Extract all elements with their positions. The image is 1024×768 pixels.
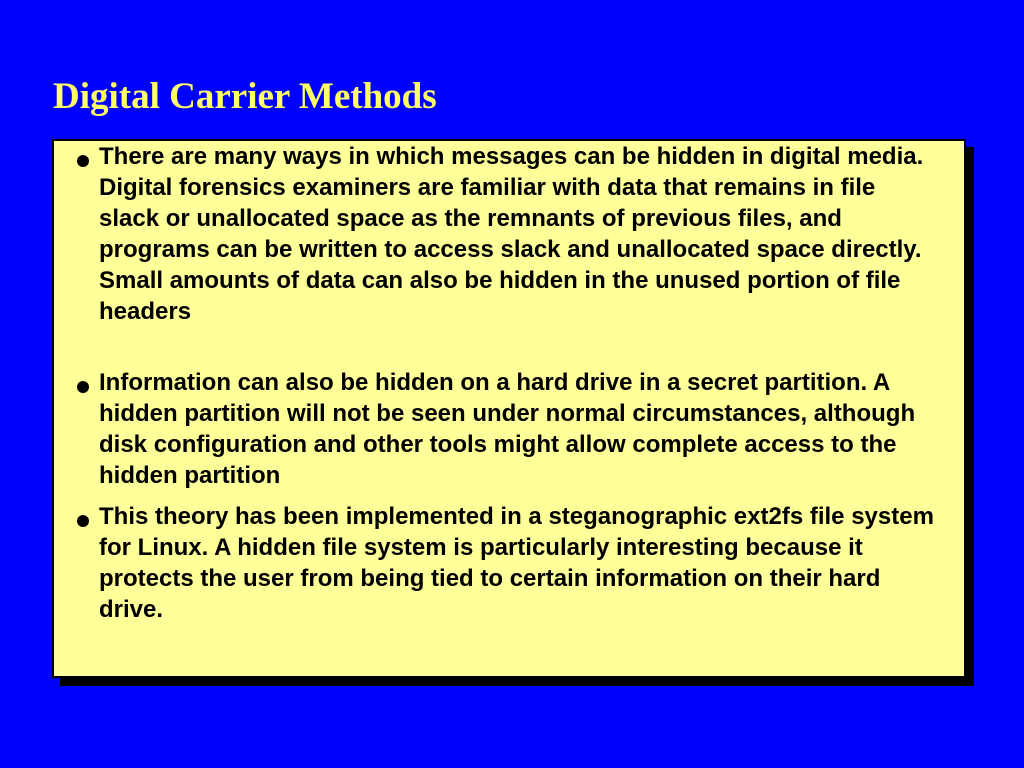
bullet-item — [77, 501, 937, 625]
bullet-item — [77, 141, 937, 327]
bullet-dot-icon — [77, 515, 89, 527]
content-box — [52, 139, 966, 678]
bullet-dot-icon — [77, 381, 89, 393]
bullet-text: Information can also be hidden on a hard drive in a secret partition. A hidden partition will not be seen under normal circumstances, although disk configuration and other tools might allow complete access to the hidden partition — [99, 369, 916, 489]
slide-title: Digital Carrier Methods — [53, 76, 437, 117]
bullet-text: This theory has been implemented in a steganographic ext2fs file system for Linux. A hidden file system is particularly interesting because it protects the user from being tied to certain information on their hard drive. — [99, 503, 934, 623]
bullet-dot-icon — [77, 155, 89, 167]
bullet-item — [77, 367, 937, 491]
bullet-text: There are many ways in which messages can be hidden in digital media. Digital forensics examiners are familiar with data that remains in file slack or unallocated space as the remnants of previous files, and programs can be written to access slack and unallocated space directly. Small amounts of data can also be hidden in the unused portion of file headers — [99, 143, 924, 325]
